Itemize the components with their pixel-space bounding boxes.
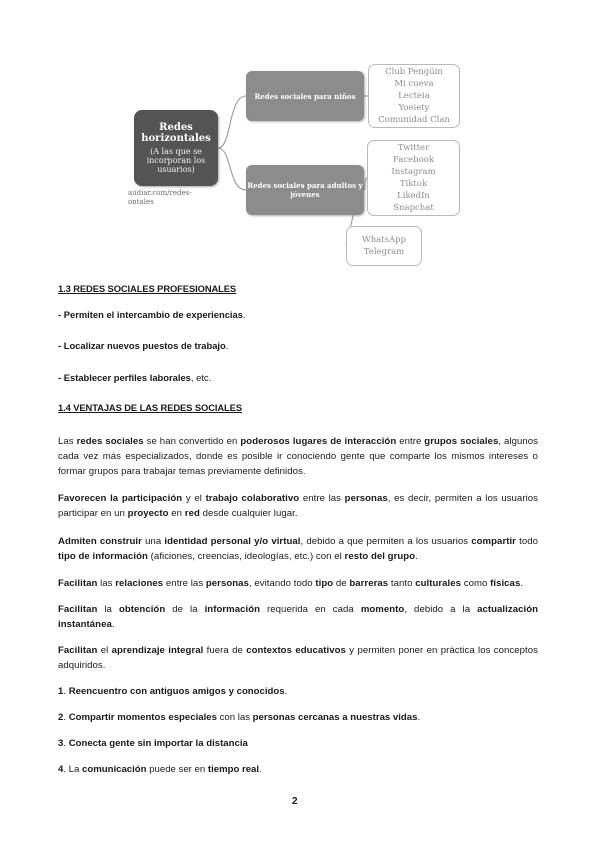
bold-run: físicas (490, 578, 521, 589)
text-run: de la (165, 604, 205, 615)
text-run: desde cualquier lugar. (199, 508, 298, 519)
bold-run: relaciones (115, 578, 164, 589)
paragraph (58, 643, 538, 673)
text-run: requerida en cada (260, 604, 361, 615)
bold-run: 4 (58, 764, 64, 775)
list-redes-ninos (368, 64, 460, 128)
list-redes-adultos (367, 140, 460, 216)
connector-main-branch2 (218, 148, 246, 190)
heading-ventajas: 1.4 VENTAJAS DE LAS REDES SOCIALES (58, 402, 242, 413)
bold-run: redes sociales (76, 436, 144, 447)
bold-run: momento (360, 604, 405, 615)
text-run: de (333, 578, 350, 589)
bold-run: aprendizaje integral (111, 645, 204, 656)
bullet-perfiles (58, 370, 538, 385)
list-item: LikedIn (397, 191, 430, 201)
list-item: Mi cueva (394, 79, 434, 89)
bullet-suffix: . (242, 309, 246, 320)
node-redes-horizontales (134, 110, 218, 186)
list-item: Snapchat (393, 203, 434, 213)
list-item: Yoeiety (398, 103, 430, 113)
bold-run: 1 (58, 686, 64, 697)
text-run: como (461, 578, 491, 589)
list-item: Twitter (397, 143, 430, 153)
node-redes-adultos (246, 165, 364, 215)
bold-run: comunicación (82, 764, 147, 775)
bold-run: Conecta gente sin importar la distancia (68, 738, 248, 749)
paragraph (58, 534, 538, 564)
numbered-item (58, 762, 538, 777)
diagram-connectors (0, 0, 600, 272)
paragraph (58, 602, 538, 632)
bold-run: 3 (58, 738, 64, 749)
bold-run: Favorecen la (58, 493, 122, 504)
heading-redes-profesionales: 1.3 REDES SOCIALES PROFESIONALES (58, 283, 237, 294)
bold-run: poderosos lugares de interacción (240, 436, 397, 447)
list-item: Telegram (363, 247, 405, 257)
bold-run: personas (344, 493, 388, 504)
text-run: en (168, 508, 185, 519)
bold-run: obtención (118, 604, 166, 615)
list-mensajeria (346, 226, 422, 266)
bold-run: personas (205, 578, 249, 589)
diagram-credit: audiar.com/redes-ontales (128, 189, 192, 206)
bold-run: trabajo colaborativo (205, 493, 300, 504)
list-item: Lecteia (398, 91, 430, 101)
text-run: entre (396, 436, 425, 447)
text-run: . (63, 738, 69, 749)
bold-run: contextos educativos (246, 645, 346, 656)
text-run: el (97, 645, 112, 656)
bullet-text: - Permiten el intercambio de experiencias (58, 309, 243, 320)
bold-run: Facilitan (58, 578, 98, 589)
bold-run: red (184, 508, 200, 519)
list-item: Facebook (392, 155, 434, 165)
text-run: la (97, 604, 119, 615)
text-run: . (415, 551, 418, 562)
bullet-text: - Localizar nuevos puestos de trabajo (58, 340, 226, 351)
text-run: (aficiones, creencias, ideologías, etc.) con el (147, 551, 345, 562)
numbered-item (58, 736, 538, 751)
text-run: una (141, 536, 165, 547)
text-run: , evitando todo (248, 578, 316, 589)
text-run: . (259, 764, 262, 775)
paragraph (58, 491, 538, 521)
bullet-suffix: . (225, 340, 229, 351)
text-run: todo (515, 536, 538, 547)
text-run: , debido a que permiten a los usuarios (300, 536, 472, 547)
bold-run: 2 (58, 712, 64, 723)
list-item: Comunidad Clan (378, 115, 450, 125)
bold-run: participación (121, 493, 183, 504)
bold-run: personas cercanas a nuestras vidas (252, 712, 418, 723)
text-run: Las (58, 436, 77, 447)
text-run: con las (216, 712, 253, 723)
bold-run: Facilitan (58, 604, 98, 615)
text-run: . La (63, 764, 83, 775)
bold-run: identidad personal y/o virtual (164, 536, 301, 547)
bold-run: información (204, 604, 261, 615)
bullet-localizar (58, 338, 538, 353)
text-run: . (284, 686, 288, 697)
bullet-suffix: , etc. (190, 372, 212, 383)
list-item: Instagram (391, 167, 436, 177)
connector-main-branch1 (218, 96, 246, 148)
bold-run: Compartir momentos especiales (68, 712, 217, 723)
text-run: . (63, 712, 69, 723)
text-run: , algunos cada vez más especializados, donde es posible ir conociendo gente que comparte los mismos intereses o formar grupos para trabajar temas previamente definidos. (58, 436, 538, 477)
text-run: . (63, 686, 69, 697)
bold-run: culturales (415, 578, 462, 589)
text-run: . (111, 619, 115, 630)
node-main-subtitle: (A las que se incorporan los usuarios) (146, 147, 206, 174)
bold-run: Facilitan (58, 645, 98, 656)
paragraph (58, 576, 538, 591)
text-run: se han convertido en (143, 436, 241, 447)
list-item: Tiktok (399, 179, 428, 189)
bold-run: Admiten construir (58, 536, 142, 547)
bold-run: barreras (349, 578, 389, 589)
text-run: y el (182, 493, 206, 504)
bold-run: tipo de información (58, 551, 148, 562)
node-redes-adultos-label: Redes sociales para adultos y jóvenes (247, 181, 363, 199)
numbered-item (58, 684, 538, 699)
text-run: entre las (299, 493, 345, 504)
text-run: . (520, 578, 524, 589)
text-run: fuera de (203, 645, 247, 656)
page-number: 2 (292, 796, 298, 807)
bold-run: tipo (315, 578, 334, 589)
bold-run: tiempo real (207, 764, 260, 775)
text-run: . (417, 712, 421, 723)
node-main-title: Redes horizontales (141, 122, 211, 144)
bullet-text: - Establecer perfiles laborales (58, 372, 191, 383)
redes-sociales-diagram (0, 0, 600, 272)
bold-run: resto del grupo (344, 551, 416, 562)
numbered-item (58, 710, 538, 725)
bold-run: Reencuentro con antiguos amigos y conocidos (68, 686, 285, 697)
node-redes-ninos-label: Redes sociales para niños (254, 91, 356, 101)
node-redes-ninos (246, 71, 364, 121)
text-run: tanto (388, 578, 416, 589)
text-run: las (97, 578, 116, 589)
bullet-intercambio (58, 307, 538, 322)
text-run: entre las (163, 578, 206, 589)
paragraph (58, 434, 538, 479)
list-item: WhatsApp (361, 235, 407, 245)
text-run: y permiten poner en práctica los conceptos adquiridos. (58, 645, 538, 671)
text-run: , es decir, permiten a los usuarios participar en un (58, 493, 538, 519)
bold-run: proyecto (127, 508, 169, 519)
list-item: Club Pengüin (385, 67, 443, 77)
bold-run: compartir (471, 536, 516, 547)
bold-run: grupos sociales (424, 436, 499, 447)
text-run: puede ser en (146, 764, 208, 775)
bold-run: actualización instantánea (58, 604, 539, 630)
text-run: , debido a la (404, 604, 478, 615)
